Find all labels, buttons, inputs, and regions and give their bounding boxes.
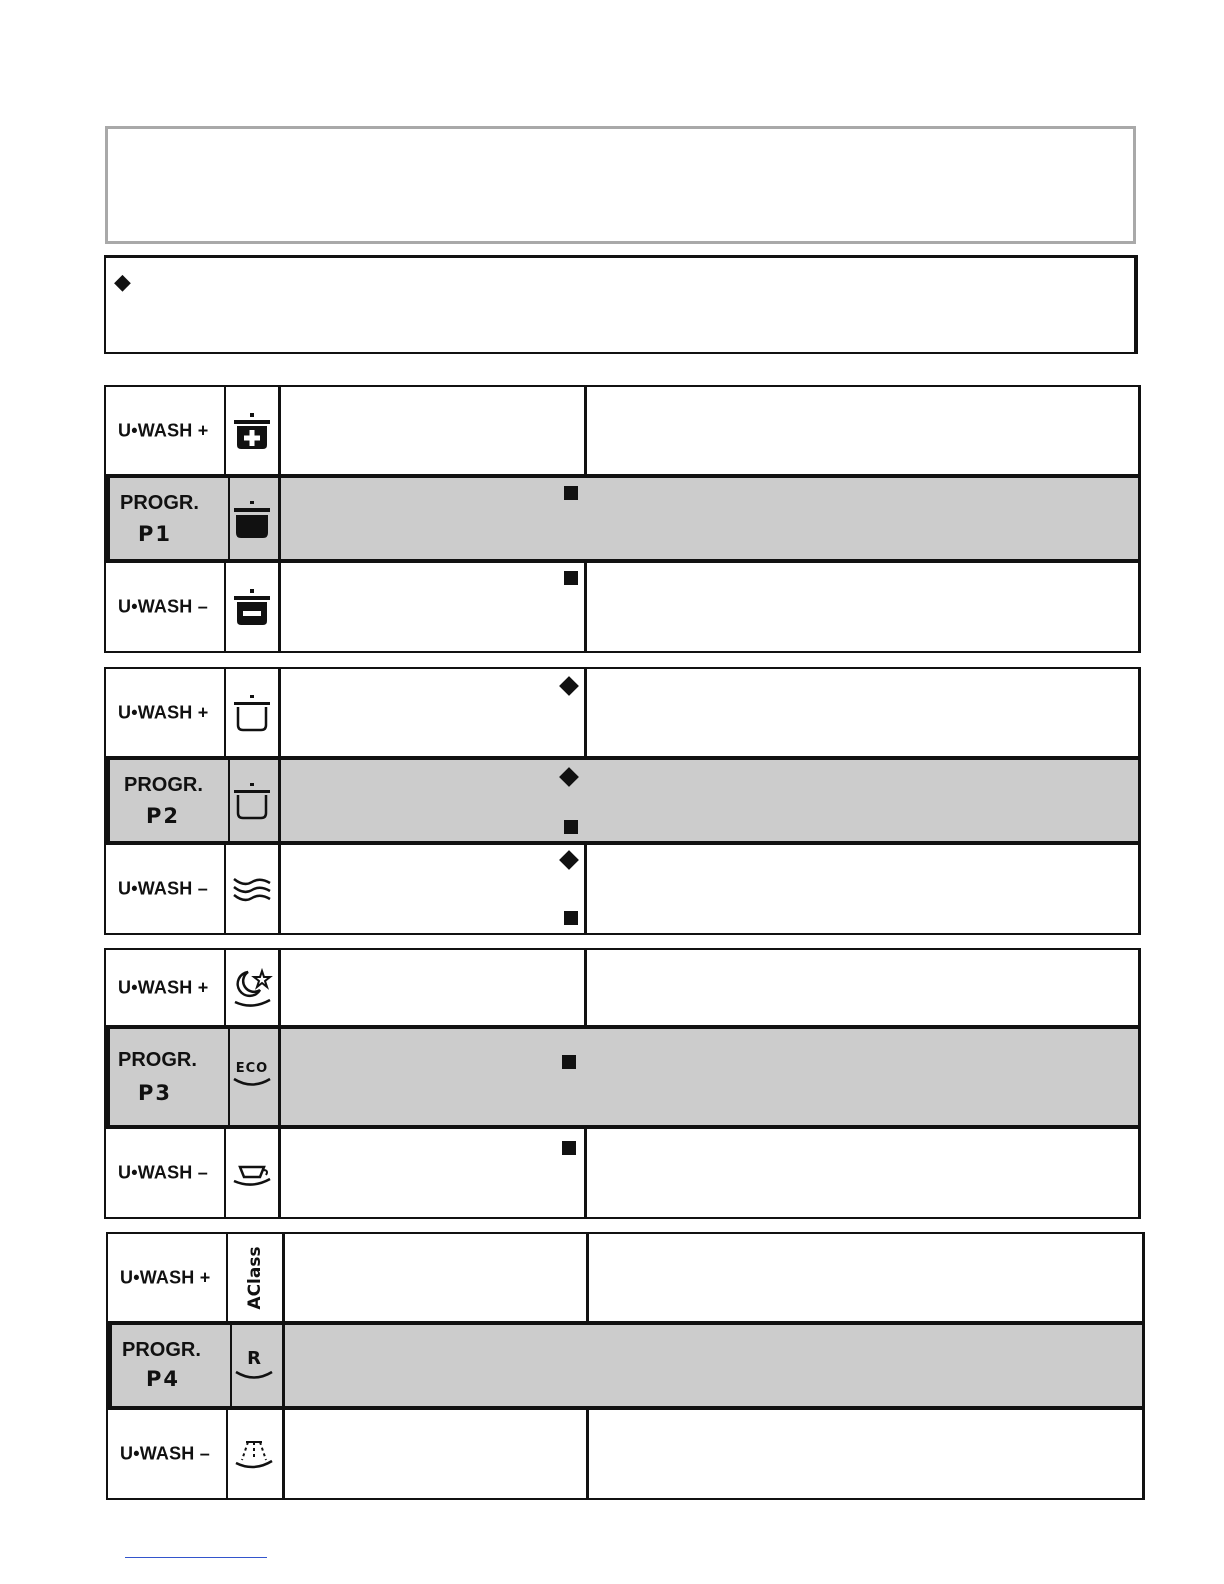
uwash-label: U•WASH – [120,1443,210,1464]
row-icon-cell [226,760,281,841]
row-description-cell [285,1410,589,1498]
table-row-program [106,756,1138,845]
diamond-marker-icon [559,767,579,787]
row-icon-cell [228,1410,285,1498]
row-notes-cell [587,478,1138,559]
row-description-cell [281,845,587,933]
row-label-cell [106,845,226,933]
row-notes-cell [587,760,1138,841]
cup-icon [230,1151,274,1195]
row-icon-cell [226,845,281,933]
row-notes-cell [587,950,1138,1025]
row-description-cell [281,478,584,559]
row-label-cell [106,669,226,756]
empty-gray-box [105,126,1136,244]
pot-outline-icon [230,779,274,823]
table-row-program [106,474,1138,563]
row-label-cell [106,563,226,651]
row-notes-cell [587,563,1138,651]
program-number: P4 [146,1367,181,1391]
table-row [106,950,1138,1025]
row-description-cell [285,1234,589,1321]
program-group-3 [104,948,1141,1219]
row-notes-cell [589,1410,1142,1498]
diamond-bullet-icon: ◆ [114,270,131,295]
row-icon-cell [226,669,281,756]
row-description-cell [281,1029,584,1125]
row-description-cell [281,387,587,474]
row-icon-cell [226,387,281,474]
table-row [106,387,1138,474]
row-label-cell [106,760,230,841]
row-icon-cell [226,1129,281,1217]
row-notes-cell [587,1029,1138,1125]
row-label-cell [106,478,230,559]
row-label-cell [108,1325,232,1406]
table-row [106,669,1138,756]
square-marker-icon [564,911,578,925]
square-marker-icon [562,1055,576,1069]
a-class-icon [245,1246,265,1309]
row-icon-cell [226,1029,281,1125]
row-label-cell [106,950,226,1025]
row-label-cell [106,387,226,474]
row-label-cell [108,1234,228,1321]
program-label: PROGR. [122,1339,201,1361]
square-marker-icon [562,1141,576,1155]
row-icon-cell [228,1325,285,1406]
square-marker-icon [564,486,578,500]
rinse-icon [232,1432,276,1476]
uwash-label: U•WASH + [118,702,209,722]
row-notes-cell [589,1234,1142,1321]
row-notes-cell [587,387,1138,474]
diamond-marker-icon [559,850,579,870]
pot-minus-icon [230,585,274,629]
table-row [106,845,1138,933]
uwash-label: U•WASH + [118,977,209,997]
pot-filled-icon [230,497,274,541]
program-number: P2 [146,804,181,828]
uwash-label: U•WASH – [118,596,208,617]
table-row [106,563,1138,651]
row-description-cell [285,1325,586,1406]
row-description-cell [281,563,587,651]
row-notes-cell [587,669,1138,756]
uwash-label: U•WASH – [118,878,208,899]
footer-link-underline [125,1557,267,1558]
row-icon-cell [226,563,281,651]
pot-plus-icon [230,409,274,453]
program-group-2 [104,667,1141,935]
table-row-program [106,1025,1138,1129]
row-label-cell [106,1129,226,1217]
program-number: P1 [138,522,173,546]
row-label-cell [106,1029,230,1125]
row-description-cell [281,760,584,841]
program-label: PROGR. [118,1049,197,1071]
eco-icon-text: ECO [235,1061,269,1076]
a-class-icon-text: AClass [245,1245,265,1310]
program-label: PROGR. [120,492,199,514]
note-box [104,255,1138,354]
table-row [108,1410,1142,1498]
uwash-label: U•WASH – [118,1162,208,1183]
program-label: PROGR. [124,774,203,796]
table-row [108,1234,1142,1321]
row-description-cell [281,1129,587,1217]
row-notes-cell [589,1325,1142,1406]
diamond-marker-icon [559,676,579,696]
row-description-cell [281,669,587,756]
row-icon-cell [226,478,281,559]
moon-star-icon [230,966,274,1010]
uwash-label: U•WASH + [118,420,209,440]
program-group-1 [104,385,1141,653]
row-label-cell [108,1410,228,1498]
program-number: P3 [138,1081,173,1105]
rapid-icon-text: R [247,1347,261,1369]
uwash-label: U•WASH + [120,1267,211,1287]
wave-lines-icon [230,867,274,911]
square-marker-icon [564,820,578,834]
eco-icon [230,1055,274,1099]
row-notes-cell [587,1129,1138,1217]
table-row-program [108,1321,1142,1410]
table-row [106,1129,1138,1217]
row-description-cell [281,950,587,1025]
row-icon-cell [226,950,281,1025]
rapid-icon [232,1344,276,1388]
pot-outline-icon [230,691,274,735]
row-notes-cell [587,845,1138,933]
square-marker-icon [564,571,578,585]
row-icon-cell [228,1234,285,1321]
program-group-4 [106,1232,1145,1500]
